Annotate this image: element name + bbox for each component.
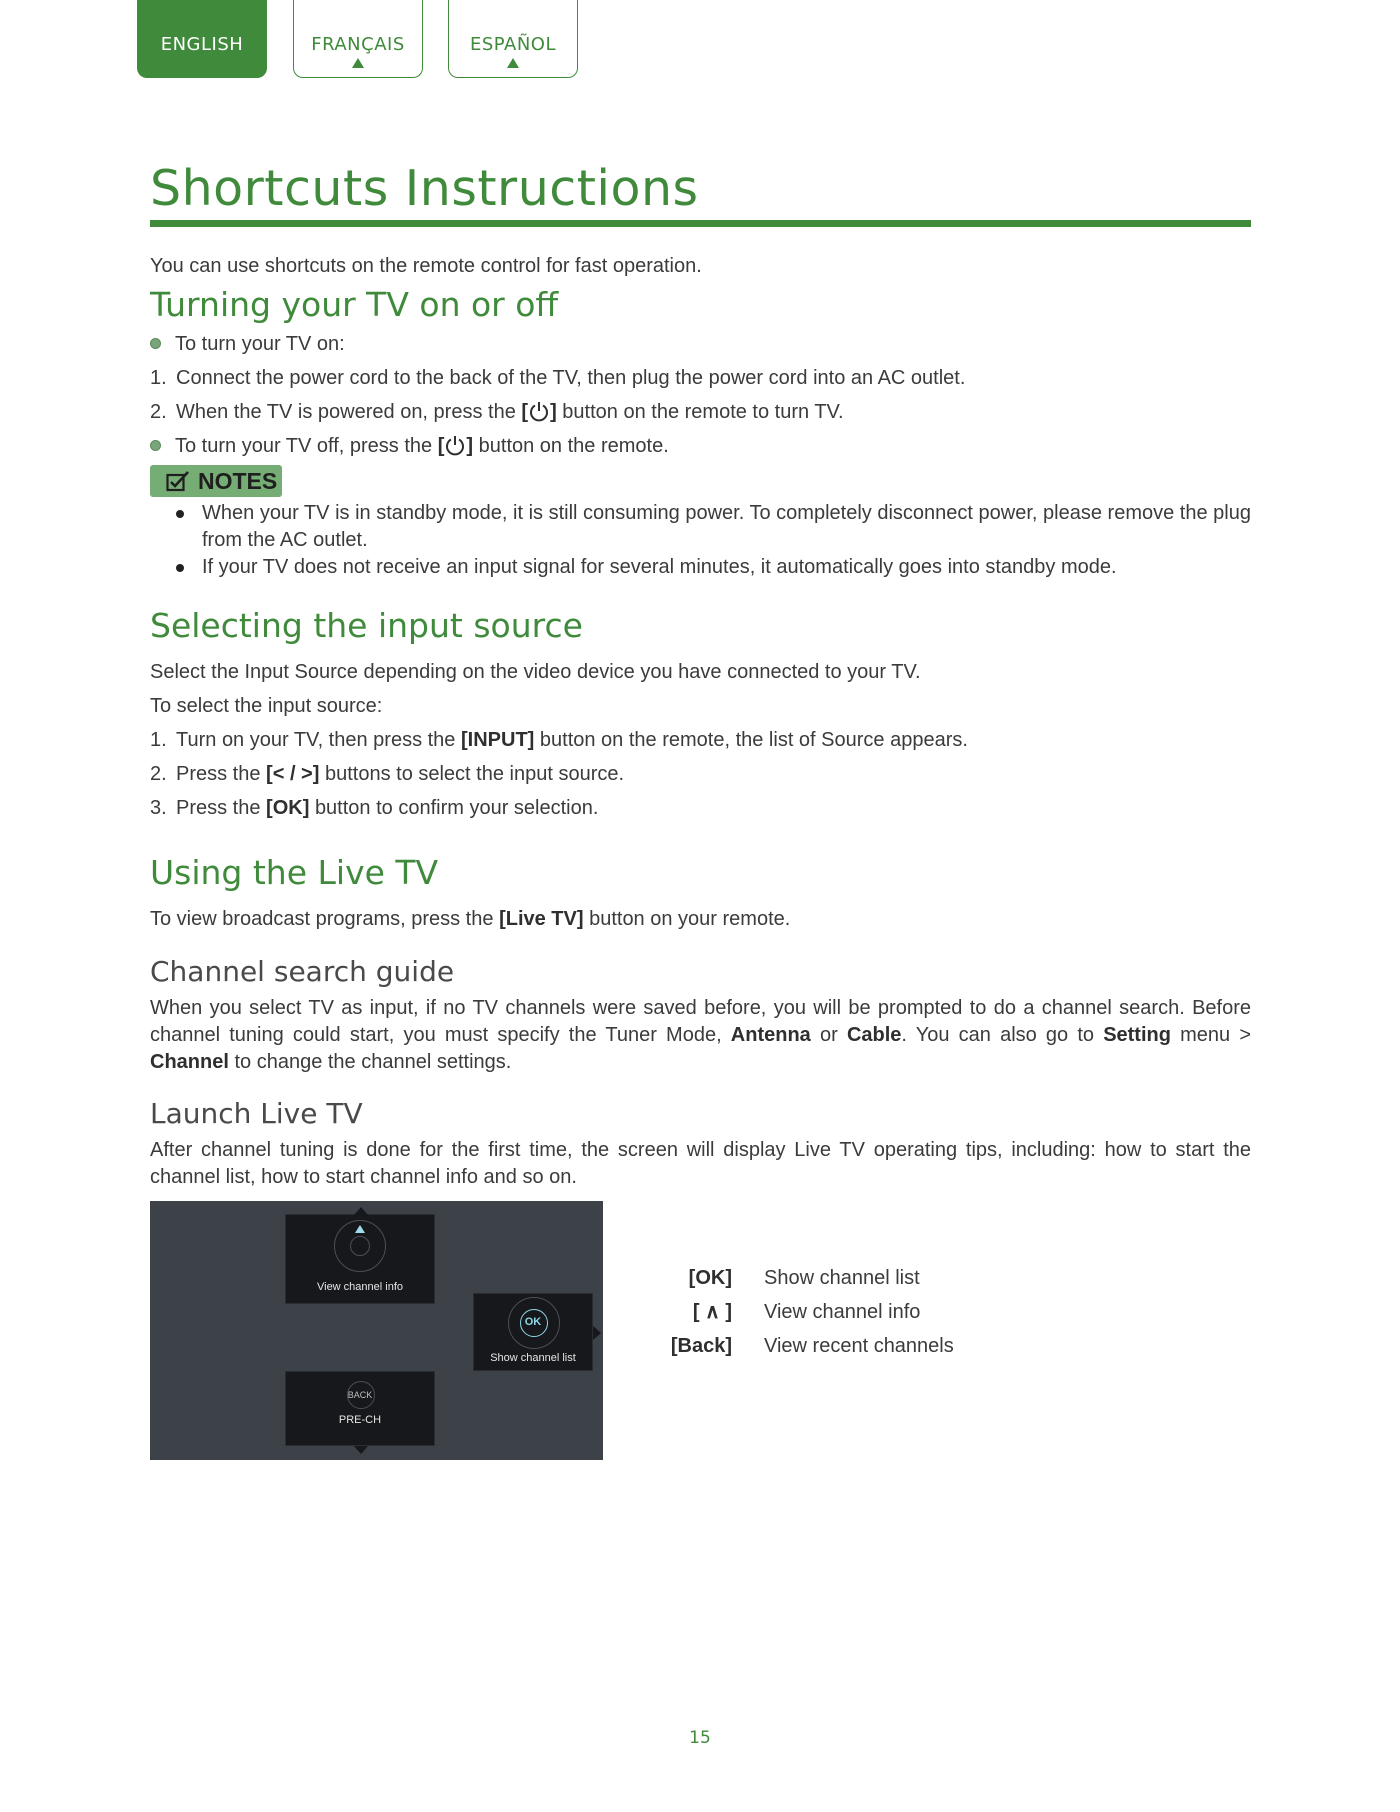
livetv-tips-screenshot	[150, 1201, 603, 1460]
arrow-up-icon	[507, 58, 519, 68]
step-text: button on the remote, the list of Source appears.	[539, 729, 968, 751]
heading-launch-livetv: Launch Live TV	[150, 1097, 363, 1130]
card-show-channel-list	[473, 1293, 593, 1371]
back-button-label: BACK	[347, 1390, 373, 1400]
step-text: buttons to select the input source.	[324, 763, 625, 785]
turn-off-text: button on the remote.	[478, 435, 669, 457]
bullet-dot-icon	[150, 338, 161, 349]
bullet-dot-icon	[150, 440, 161, 451]
turn-off-item	[150, 433, 669, 460]
note-check-icon	[166, 470, 190, 492]
bullet-dot-icon	[176, 510, 184, 518]
bracket: [	[437, 435, 445, 457]
page-title: Shortcuts Instructions	[150, 160, 699, 217]
arrow-up-icon	[355, 1225, 365, 1233]
turn-on-label: To turn your TV on:	[175, 333, 345, 355]
search-bold: Antenna	[730, 1024, 811, 1046]
tab-espanol-label: ESPAÑOL	[470, 34, 556, 55]
card-list-label: Show channel list	[490, 1352, 576, 1364]
power-step-1	[150, 365, 965, 392]
input-subintro: To select the input source:	[150, 695, 383, 717]
notes-badge	[150, 465, 282, 497]
search-text: to change the channel settings.	[234, 1051, 512, 1073]
channel-search-text	[150, 995, 1251, 1076]
card-pre-ch	[285, 1371, 435, 1446]
step-text: button to confirm your selection.	[314, 797, 599, 819]
bracket: [	[521, 401, 529, 423]
key-description: View channel info	[764, 1301, 921, 1323]
key-label: [OK]	[266, 797, 310, 819]
ok-circle-icon	[350, 1236, 370, 1256]
key-label: [< / >]	[266, 763, 320, 785]
step-number: 1.	[150, 367, 167, 389]
search-text: When you select TV as input, if no TV channels were saved before, you will be prompted to do a channel search. Before channel tuning could start, you must specify the Tuner Mode,	[150, 997, 1251, 1046]
notes-label: NOTES	[198, 468, 278, 494]
heading-channel-search: Channel search guide	[150, 955, 455, 988]
heading-input: Selecting the input source	[150, 606, 583, 645]
note-item	[176, 500, 1251, 554]
power-icon	[444, 434, 466, 456]
search-text: . You can also go to	[901, 1024, 1095, 1046]
power-icon	[528, 400, 550, 422]
input-intro: Select the Input Source depending on the video device you have connected to your TV.	[150, 661, 921, 683]
bracket: ]	[466, 435, 474, 457]
key-label: [Live TV]	[499, 908, 584, 930]
input-step-3	[150, 795, 598, 822]
key-label: [OK]	[688, 1267, 732, 1289]
search-bold: Cable	[846, 1024, 902, 1046]
pointer-down	[354, 1446, 368, 1454]
card-info-label: View channel info	[316, 1281, 404, 1293]
turn-on-item	[150, 331, 345, 358]
pointer-up	[354, 1207, 368, 1215]
note-item	[176, 554, 1251, 581]
note-text: If your TV does not receive an input signal for several minutes, it automatically goes into standby mode.	[202, 556, 1117, 578]
tab-espanol[interactable]	[448, 0, 578, 78]
card-view-channel-info	[285, 1214, 435, 1304]
bullet-dot-icon	[176, 564, 184, 572]
step-text: When the TV is powered on, press the	[176, 401, 516, 423]
ok-button-label: OK	[524, 1316, 542, 1328]
search-text: menu >	[1180, 1024, 1252, 1046]
step-number: 3.	[150, 797, 167, 819]
key-description: View recent channels	[764, 1335, 954, 1357]
turn-off-text: To turn your TV off, press the	[175, 435, 433, 457]
key-label: [Back]	[670, 1335, 732, 1357]
intro-text: You can use shortcuts on the remote control for fast operation.	[150, 255, 702, 277]
tab-francais[interactable]	[293, 0, 423, 78]
power-step-2	[150, 399, 844, 426]
search-bold: Setting	[1103, 1024, 1171, 1046]
launch-text: After channel tuning is done for the first time, the screen will display Live TV operating tips, including: how to start the channel list, how to start channel info and so on.	[150, 1139, 1251, 1188]
livetv-text: button on your remote.	[589, 908, 791, 930]
heading-power: Turning your TV on or off	[150, 285, 559, 324]
key-row-ok	[580, 1265, 1080, 1292]
tab-english[interactable]	[137, 0, 267, 78]
key-description: Show channel list	[764, 1267, 920, 1289]
page-number: 15	[689, 1728, 711, 1748]
search-text: or	[819, 1024, 838, 1046]
arrow-up-icon	[352, 58, 364, 68]
step-text: Connect the power cord to the back of the TV, then plug the power cord into an AC outlet.	[176, 367, 966, 389]
key-row-back	[580, 1333, 1080, 1360]
step-text: Press the	[176, 797, 261, 819]
bracket: ]	[550, 401, 557, 423]
input-step-2	[150, 761, 624, 788]
livetv-intro	[150, 906, 790, 933]
step-number: 2.	[150, 401, 167, 423]
step-text: button on the remote to turn TV.	[562, 401, 844, 423]
note-text: When your TV is in standby mode, it is still consuming power. To completely disconnect power, please remove the plug from the AC outlet.	[202, 502, 1251, 551]
card-back-label: PRE-CH	[338, 1414, 382, 1426]
key-label: [INPUT]	[461, 729, 535, 751]
heading-livetv: Using the Live TV	[150, 853, 439, 892]
tab-francais-label: FRANÇAIS	[311, 34, 405, 55]
tab-english-label: ENGLISH	[160, 34, 244, 55]
step-number: 1.	[150, 729, 167, 751]
search-bold: Channel	[150, 1051, 229, 1073]
step-text: Press the	[176, 763, 261, 785]
livetv-text: To view broadcast programs, press the	[150, 908, 494, 930]
input-step-1	[150, 727, 968, 754]
key-label: [ ∧ ]	[692, 1301, 732, 1323]
title-divider	[150, 220, 1251, 227]
step-number: 2.	[150, 763, 167, 785]
key-row-up	[580, 1299, 1080, 1326]
step-text: Turn on your TV, then press the	[176, 729, 456, 751]
